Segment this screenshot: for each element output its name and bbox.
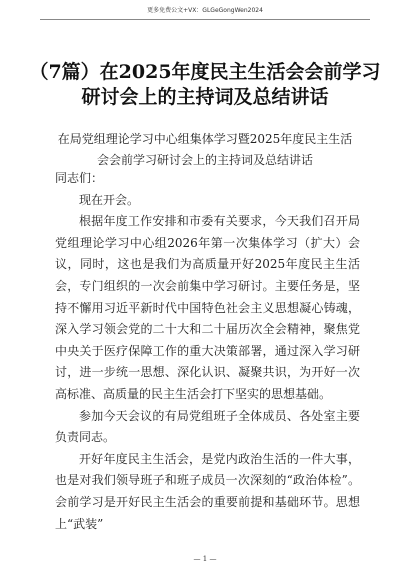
body-paragraph: 根据年度工作安排和市委有关要求，今天我们召开局党组理论学习中心组2026年第一次集体学习（扩大）会议，同时，这也是我们为高质量开好2025年度民主生活会，专门组织的一次会前集中学习研讨。主要任务是，坚持不懈用习近平新时代中国特色社会主义思想凝心铸魂，深入学习领会党的二十大和二十届历次全会精神，聚焦党中央关于医疗保障工作的重大决策部署，通过深入学习研讨，进一步统一思想、深化认识、凝聚共识，为开好一次高标准、高质量的民主生活会打下坚实的思想基础。: [55, 214, 360, 401]
body-paragraph: 开好年度民主生活会，是党内政治生活的一件大事，也是对我们领导班子和班子成员一次深刻的“政治体检”。会前学习是开好民主生活会的重要前提和基础环节。思想上“武装”: [55, 451, 360, 531]
body-paragraph: 现在开会。: [79, 192, 140, 207]
page-header: 更多免费公文+VX：GLGeGongWen2024: [147, 7, 263, 14]
subtitle-line-1: 在局党组理论学习中心组集体学习暨2025年度民主生活: [57, 132, 353, 146]
title-line-1: （7篇）在2025年度民主生活会会前学习: [29, 61, 381, 83]
subtitle-line-2: 会会前学习研讨会上的主持词及总结讲话: [96, 153, 313, 167]
page-number: — 1 —: [193, 555, 217, 563]
salutation: 同志们：: [55, 171, 104, 185]
body-paragraph: 参加今天会议的有局党组班子全体成员、各处室主要负责同志。: [55, 408, 360, 445]
title-line-2: 研讨会上的主持词及总结讲话: [81, 86, 329, 108]
document-title: [0, 60, 410, 110]
document-subtitle: [0, 129, 410, 171]
document-body: [55, 168, 360, 535]
header-divider: [40, 19, 370, 20]
